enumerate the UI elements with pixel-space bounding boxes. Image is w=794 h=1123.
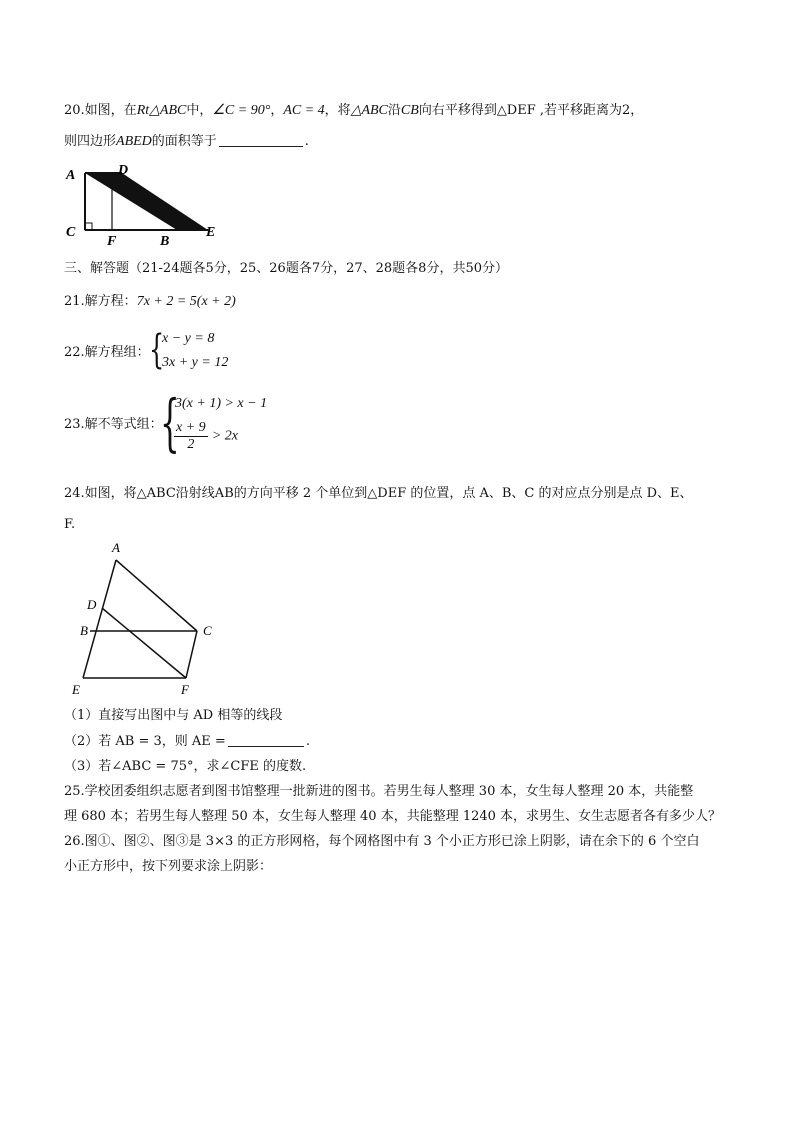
q20-abc: ABC bbox=[159, 103, 187, 118]
q24-label-f: F bbox=[181, 682, 189, 697]
q20-label-c: C bbox=[66, 225, 76, 240]
q20-label-b: B bbox=[160, 234, 170, 248]
q23-fraction bbox=[174, 420, 208, 453]
section3-title: 三、解答题（21-24题各5分，25、26题各7分，27、28题各8分，共50分） bbox=[64, 261, 508, 276]
q20-label-f: F bbox=[107, 234, 117, 248]
q23-denominator: 2 bbox=[187, 437, 195, 452]
q24-answer-blank[interactable] bbox=[228, 732, 304, 747]
q24-sub2 bbox=[64, 731, 310, 753]
q20-text-intro: 20.如图，在 bbox=[64, 103, 137, 118]
q20-ac: AC = 4 bbox=[283, 103, 325, 118]
q23-ineq1: 3(x + 1) > x − 1 bbox=[175, 396, 268, 411]
q20-label-d: D bbox=[118, 163, 129, 178]
q20-text-rest: 向右平移得到△DEF ,若平移距离为2， bbox=[418, 103, 644, 118]
q20-label-e: E bbox=[206, 225, 216, 240]
q23-numerator: x + 9 bbox=[176, 420, 206, 435]
q23-label: 23.解不等式组： bbox=[64, 417, 163, 432]
q20-figure bbox=[60, 158, 230, 248]
q20-comma2: ，将 bbox=[324, 103, 351, 118]
q20-comma: ， bbox=[270, 103, 284, 118]
q23-rhs: > 2x bbox=[211, 428, 238, 444]
q20-line1 bbox=[64, 100, 643, 122]
q25-line1: 25.学校团委组织志愿者到图书馆整理一批新进的图书。若男生每人整理 30 本，女生每人整理 20 本，共能整 bbox=[64, 784, 694, 799]
q21-equation: 7x + 2 = 5(x + 2) bbox=[136, 294, 236, 309]
q24-label-b: B bbox=[80, 623, 88, 638]
q24-segment-cf bbox=[186, 631, 197, 678]
q20-text-area: 的面积等于 bbox=[151, 134, 217, 149]
q20-label-a: A bbox=[66, 168, 76, 183]
q20-period: . bbox=[304, 134, 309, 149]
q22-eq1: x − y = 8 bbox=[162, 331, 215, 346]
q24-segment-ac bbox=[116, 560, 197, 631]
q20-answer-blank[interactable] bbox=[219, 132, 303, 147]
q24-label-c: C bbox=[203, 623, 212, 638]
q22-brace: { bbox=[149, 327, 165, 373]
q24-sub3: （3）若∠ABC = 75°，求∠CFE 的度数. bbox=[64, 759, 307, 774]
q24-sub2-period: . bbox=[305, 734, 310, 749]
q24-segment-ae bbox=[83, 560, 116, 678]
q24-sub1: （1）直接写出图中与 AD 相等的线段 bbox=[64, 708, 283, 723]
q20-triangle: △ABC bbox=[350, 103, 388, 118]
q20-line2 bbox=[64, 131, 309, 153]
q24-label-d: D bbox=[87, 597, 97, 612]
q20-text-in: 中， bbox=[186, 103, 213, 118]
q20-cb: CB bbox=[400, 103, 419, 118]
q21-line bbox=[64, 291, 236, 313]
q20-abed: ABED bbox=[116, 134, 152, 149]
q25-line2: 理 680 本；若男生每人整理 50 本，女生每人整理 40 本，共能整理 1240 本，求男生、女生志愿者各有多少人？ bbox=[64, 809, 722, 824]
q26-line1: 26.图①、图②、图③是 3×3 的正方形网格，每个网格图中有 3 个小正方形已涂上阴影，请在余下的 6 个空白 bbox=[64, 834, 700, 849]
q20-angle: ∠C = 90° bbox=[212, 103, 271, 118]
q24-line1: 24.如图，将△ABC沿射线AB的方向平移 2 个单位到△DEF 的位置，点 A、B、C 的对应点分别是点 D、E、 bbox=[64, 486, 693, 501]
q26-line2: 小正方形中，按下列要求涂上阴影： bbox=[64, 859, 273, 874]
q22-label: 22.解方程组： bbox=[64, 345, 150, 360]
q20-right-angle-mark bbox=[85, 223, 92, 230]
q24-figure bbox=[66, 538, 226, 700]
q24-label-a: A bbox=[112, 540, 120, 555]
q24-segment-df bbox=[102, 608, 186, 678]
q20-rt: Rt△ bbox=[136, 103, 160, 118]
q20-along: 沿 bbox=[387, 103, 401, 118]
q20-text-quad: 则四边形 bbox=[64, 134, 117, 149]
q24-line2: F. bbox=[64, 517, 76, 532]
q22-eq2: 3x + y = 12 bbox=[162, 355, 229, 370]
q23-brace: { bbox=[160, 386, 180, 459]
q23-ineq2 bbox=[174, 420, 238, 453]
q20-shaded-abed bbox=[85, 173, 208, 230]
q24-sub2-text: （2）若 AB = 3，则 AE = bbox=[64, 734, 226, 749]
q21-label: 21.解方程： bbox=[64, 294, 137, 309]
q24-label-e: E bbox=[72, 682, 80, 697]
